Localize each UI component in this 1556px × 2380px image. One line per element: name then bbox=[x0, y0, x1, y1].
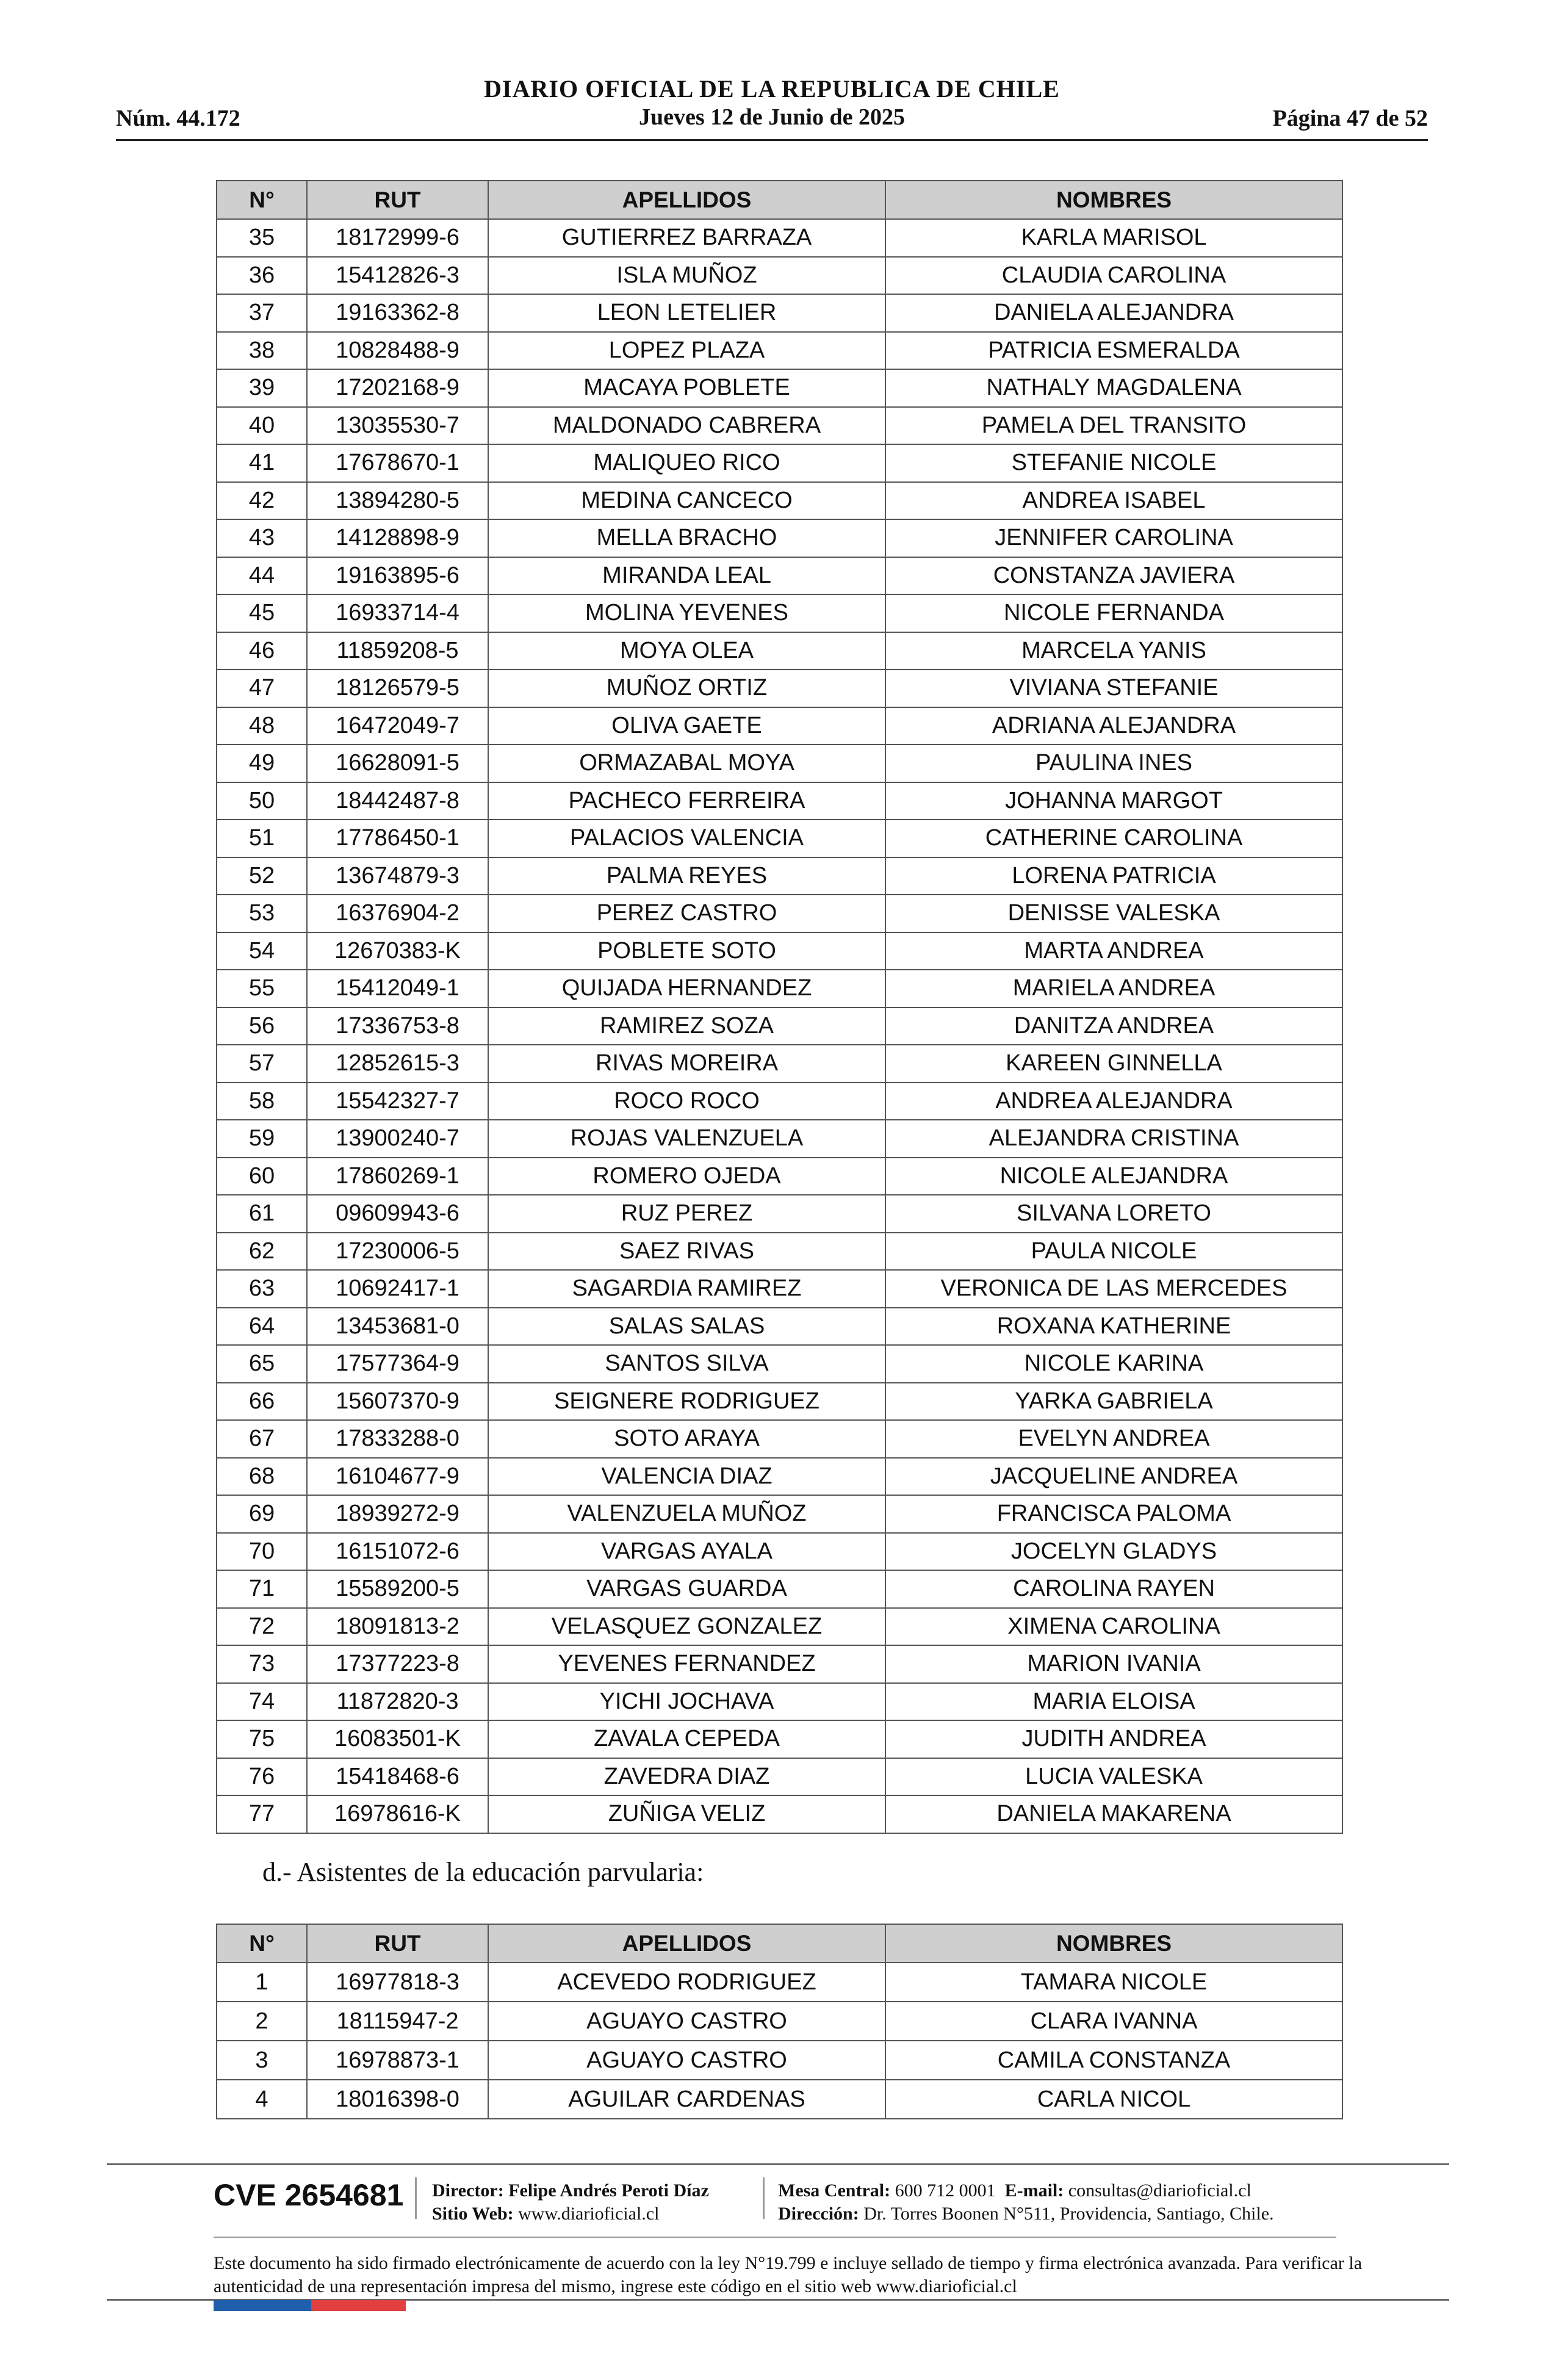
table-row bbox=[217, 1008, 1342, 1045]
table-row bbox=[217, 857, 1342, 895]
director-line bbox=[432, 2179, 709, 2202]
cell-rut: 17577364-9 bbox=[307, 1345, 488, 1383]
cell-names: DANIELA ALEJANDRA bbox=[885, 294, 1342, 332]
cell-number: 37 bbox=[217, 294, 307, 332]
cell-number: 45 bbox=[217, 594, 307, 632]
column-header-number: N° bbox=[217, 181, 307, 219]
cell-surnames: LEON LETELIER bbox=[488, 294, 885, 332]
address-label: Dirección: bbox=[778, 2204, 859, 2224]
cell-number: 75 bbox=[217, 1720, 307, 1758]
cell-number: 2 bbox=[217, 2002, 307, 2041]
cell-names: CAROLINA RAYEN bbox=[885, 1570, 1342, 1608]
cell-surnames: ISLA MUÑOZ bbox=[488, 257, 885, 295]
cell-surnames: GUTIERREZ BARRAZA bbox=[488, 219, 885, 257]
cell-rut: 16151072-6 bbox=[307, 1533, 488, 1571]
table-row bbox=[217, 1570, 1342, 1608]
cell-rut: 16977818-3 bbox=[307, 1963, 488, 2002]
cell-surnames: SALAS SALAS bbox=[488, 1308, 885, 1346]
cell-names: CAMILA CONSTANZA bbox=[885, 2041, 1342, 2080]
cell-number: 53 bbox=[217, 895, 307, 932]
cell-rut: 18115947-2 bbox=[307, 2002, 488, 2041]
cell-surnames: AGUILAR CARDENAS bbox=[488, 2080, 885, 2119]
table-row bbox=[217, 1533, 1342, 1571]
cell-rut: 10828488-9 bbox=[307, 332, 488, 370]
table-row bbox=[217, 1383, 1342, 1421]
cell-surnames: AGUAYO CASTRO bbox=[488, 2041, 885, 2080]
cell-surnames: RUZ PEREZ bbox=[488, 1195, 885, 1233]
website-line bbox=[432, 2202, 709, 2226]
cell-rut: 17230006-5 bbox=[307, 1233, 488, 1271]
table-row bbox=[217, 1645, 1342, 1683]
cell-surnames: ROJAS VALENZUELA bbox=[488, 1120, 885, 1158]
cell-number: 40 bbox=[217, 407, 307, 445]
cell-names: ALEJANDRA CRISTINA bbox=[885, 1120, 1342, 1158]
cell-number: 4 bbox=[217, 2080, 307, 2119]
table-row bbox=[217, 1758, 1342, 1796]
table-header-row bbox=[217, 181, 1342, 219]
cell-number: 62 bbox=[217, 1233, 307, 1271]
cell-names: XIMENA CAROLINA bbox=[885, 1608, 1342, 1646]
cell-names: NICOLE ALEJANDRA bbox=[885, 1158, 1342, 1195]
cell-number: 48 bbox=[217, 707, 307, 745]
cell-names: LUCIA VALESKA bbox=[885, 1758, 1342, 1796]
director-label: Director: bbox=[432, 2180, 504, 2201]
cell-surnames: MALDONADO CABRERA bbox=[488, 407, 885, 445]
cell-rut: 18126579-5 bbox=[307, 669, 488, 707]
column-header-surnames: APELLIDOS bbox=[488, 181, 885, 219]
cell-names: NICOLE KARINA bbox=[885, 1345, 1342, 1383]
table-row bbox=[217, 257, 1342, 295]
cell-number: 58 bbox=[217, 1083, 307, 1120]
cell-rut: 15418468-6 bbox=[307, 1758, 488, 1796]
cell-rut: 13894280-5 bbox=[307, 482, 488, 520]
cell-surnames: ROCO ROCO bbox=[488, 1083, 885, 1120]
cell-rut: 16628091-5 bbox=[307, 745, 488, 782]
cell-rut: 16978873-1 bbox=[307, 2041, 488, 2080]
table-row bbox=[217, 1270, 1342, 1308]
cell-number: 61 bbox=[217, 1195, 307, 1233]
cell-names: PAMELA DEL TRANSITO bbox=[885, 407, 1342, 445]
cell-rut: 12670383-K bbox=[307, 932, 488, 970]
table-row bbox=[217, 1963, 1342, 2002]
address-text: Dr. Torres Boonen N°511, Providencia, Santiago, Chile. bbox=[863, 2204, 1274, 2224]
table-row bbox=[217, 594, 1342, 632]
cell-names: YARKA GABRIELA bbox=[885, 1383, 1342, 1421]
table-row bbox=[217, 1795, 1342, 1833]
table-row bbox=[217, 1045, 1342, 1083]
cell-names: VERONICA DE LAS MERCEDES bbox=[885, 1270, 1342, 1308]
cell-rut: 17786450-1 bbox=[307, 820, 488, 857]
table-row bbox=[217, 1495, 1342, 1533]
cell-names: PATRICIA ESMERALDA bbox=[885, 332, 1342, 370]
table-row bbox=[217, 219, 1342, 257]
cell-number: 36 bbox=[217, 257, 307, 295]
personnel-table bbox=[216, 180, 1343, 1834]
footer-director-block bbox=[432, 2179, 709, 2226]
cell-number: 47 bbox=[217, 669, 307, 707]
cell-rut: 09609943-6 bbox=[307, 1195, 488, 1233]
cell-names: KAREEN GINNELLA bbox=[885, 1045, 1342, 1083]
cell-names: KARLA MARISOL bbox=[885, 219, 1342, 257]
cell-surnames: MACAYA POBLETE bbox=[488, 369, 885, 407]
table-row bbox=[217, 1195, 1342, 1233]
flag-bar-red bbox=[311, 2300, 406, 2311]
cell-number: 41 bbox=[217, 444, 307, 482]
cell-names: LORENA PATRICIA bbox=[885, 857, 1342, 895]
table-row bbox=[217, 895, 1342, 932]
cell-number: 52 bbox=[217, 857, 307, 895]
email-label: E-mail: bbox=[1004, 2180, 1064, 2201]
cell-number: 57 bbox=[217, 1045, 307, 1083]
header-divider bbox=[116, 139, 1428, 141]
cell-number: 77 bbox=[217, 1795, 307, 1833]
cell-rut: 15607370-9 bbox=[307, 1383, 488, 1421]
cell-names: NATHALY MAGDALENA bbox=[885, 369, 1342, 407]
cell-names: JUDITH ANDREA bbox=[885, 1720, 1342, 1758]
table-row bbox=[217, 2080, 1342, 2119]
column-header-names: NOMBRES bbox=[885, 1924, 1342, 1963]
cell-surnames: YEVENES FERNANDEZ bbox=[488, 1645, 885, 1683]
cell-number: 76 bbox=[217, 1758, 307, 1796]
table-row bbox=[217, 1608, 1342, 1646]
cell-surnames: MOYA OLEA bbox=[488, 632, 885, 670]
cell-rut: 16978616-K bbox=[307, 1795, 488, 1833]
cell-rut: 16083501-K bbox=[307, 1720, 488, 1758]
table-row bbox=[217, 782, 1342, 820]
cell-names: JOCELYN GLADYS bbox=[885, 1533, 1342, 1571]
table-row bbox=[217, 369, 1342, 407]
issue-number: Núm. 44.172 bbox=[116, 106, 240, 131]
cell-surnames: ROMERO OJEDA bbox=[488, 1158, 885, 1195]
cell-rut: 10692417-1 bbox=[307, 1270, 488, 1308]
cell-surnames: ZUÑIGA VELIZ bbox=[488, 1795, 885, 1833]
table-row bbox=[217, 1420, 1342, 1458]
table-row bbox=[217, 482, 1342, 520]
cell-number: 70 bbox=[217, 1533, 307, 1571]
cell-surnames: PEREZ CASTRO bbox=[488, 895, 885, 932]
cell-surnames: MUÑOZ ORTIZ bbox=[488, 669, 885, 707]
cell-number: 68 bbox=[217, 1458, 307, 1496]
cell-rut: 11872820-3 bbox=[307, 1683, 488, 1721]
publication-date: Jueves 12 de Junio de 2025 bbox=[639, 104, 905, 130]
cell-names: ANDREA ALEJANDRA bbox=[885, 1083, 1342, 1120]
cell-names: ADRIANA ALEJANDRA bbox=[885, 707, 1342, 745]
cell-number: 65 bbox=[217, 1345, 307, 1383]
column-header-surnames: APELLIDOS bbox=[488, 1924, 885, 1963]
cell-names: PAULINA INES bbox=[885, 745, 1342, 782]
address-line bbox=[778, 2202, 1274, 2226]
table-row bbox=[217, 519, 1342, 557]
cell-number: 73 bbox=[217, 1645, 307, 1683]
cell-number: 46 bbox=[217, 632, 307, 670]
cell-surnames: MOLINA YEVENES bbox=[488, 594, 885, 632]
cell-rut: 17833288-0 bbox=[307, 1420, 488, 1458]
table-row bbox=[217, 2002, 1342, 2041]
cell-number: 50 bbox=[217, 782, 307, 820]
cell-rut: 16472049-7 bbox=[307, 707, 488, 745]
cell-rut: 14128898-9 bbox=[307, 519, 488, 557]
footer-divider bbox=[107, 2163, 1449, 2165]
cell-surnames: VALENCIA DIAZ bbox=[488, 1458, 885, 1496]
cell-surnames: YICHI JOCHAVA bbox=[488, 1683, 885, 1721]
phone-label: Mesa Central: bbox=[778, 2180, 891, 2201]
cell-names: SILVANA LORETO bbox=[885, 1195, 1342, 1233]
footer-contact-block bbox=[778, 2179, 1274, 2226]
cell-number: 69 bbox=[217, 1495, 307, 1533]
cell-number: 55 bbox=[217, 970, 307, 1008]
table-row bbox=[217, 2041, 1342, 2080]
cell-names: JOHANNA MARGOT bbox=[885, 782, 1342, 820]
cell-number: 49 bbox=[217, 745, 307, 782]
cell-surnames: PALMA REYES bbox=[488, 857, 885, 895]
cell-rut: 11859208-5 bbox=[307, 632, 488, 670]
cell-surnames: ZAVALA CEPEDA bbox=[488, 1720, 885, 1758]
cell-surnames: AGUAYO CASTRO bbox=[488, 2002, 885, 2041]
cell-names: ANDREA ISABEL bbox=[885, 482, 1342, 520]
page-number: Página 47 de 52 bbox=[1272, 106, 1428, 131]
cell-number: 3 bbox=[217, 2041, 307, 2080]
cell-rut: 19163895-6 bbox=[307, 557, 488, 595]
cell-rut: 15412049-1 bbox=[307, 970, 488, 1008]
table-row bbox=[217, 707, 1342, 745]
cell-surnames: VARGAS AYALA bbox=[488, 1533, 885, 1571]
cell-rut: 15412826-3 bbox=[307, 257, 488, 295]
cell-names: EVELYN ANDREA bbox=[885, 1420, 1342, 1458]
cell-names: VIVIANA STEFANIE bbox=[885, 669, 1342, 707]
cell-surnames: SANTOS SILVA bbox=[488, 1345, 885, 1383]
cell-rut: 18442487-8 bbox=[307, 782, 488, 820]
cell-number: 66 bbox=[217, 1383, 307, 1421]
website-link[interactable]: www.diarioficial.cl bbox=[518, 2204, 660, 2224]
table-row bbox=[217, 332, 1342, 370]
cell-surnames: MEDINA CANCECO bbox=[488, 482, 885, 520]
cell-surnames: MIRANDA LEAL bbox=[488, 557, 885, 595]
cell-surnames: PACHECO FERREIRA bbox=[488, 782, 885, 820]
legal-notice: Este documento ha sido firmado electrónicamente de acuerdo con la ley N°19.799 e incluye sellado de tiempo y firma electrónica avanzada. Para verificar la autenticidad de una representación impresa del mismo, ingrese este código en el sitio web www.diarioficial.cl bbox=[214, 2253, 1363, 2296]
cell-number: 72 bbox=[217, 1608, 307, 1646]
cell-names: MARIA ELOISA bbox=[885, 1683, 1342, 1721]
cell-names: ROXANA KATHERINE bbox=[885, 1308, 1342, 1346]
cell-names: JENNIFER CAROLINA bbox=[885, 519, 1342, 557]
table-row bbox=[217, 820, 1342, 857]
cell-names: DANITZA ANDREA bbox=[885, 1008, 1342, 1045]
cell-names: CONSTANZA JAVIERA bbox=[885, 557, 1342, 595]
cell-names: CARLA NICOL bbox=[885, 2080, 1342, 2119]
cell-surnames: VELASQUEZ GONZALEZ bbox=[488, 1608, 885, 1646]
cell-rut: 15589200-5 bbox=[307, 1570, 488, 1608]
cell-number: 44 bbox=[217, 557, 307, 595]
table-row bbox=[217, 932, 1342, 970]
cell-number: 74 bbox=[217, 1683, 307, 1721]
footer-separator bbox=[763, 2177, 765, 2219]
cell-surnames: SAEZ RIVAS bbox=[488, 1233, 885, 1271]
cell-surnames: SOTO ARAYA bbox=[488, 1420, 885, 1458]
cell-surnames: ORMAZABAL MOYA bbox=[488, 745, 885, 782]
contact-line bbox=[778, 2179, 1274, 2202]
table-row bbox=[217, 745, 1342, 782]
cell-surnames: ACEVEDO RODRIGUEZ bbox=[488, 1963, 885, 2002]
column-header-names: NOMBRES bbox=[885, 181, 1342, 219]
cell-surnames: RAMIREZ SOZA bbox=[488, 1008, 885, 1045]
cell-names: DENISSE VALESKA bbox=[885, 895, 1342, 932]
cell-rut: 16104677-9 bbox=[307, 1458, 488, 1496]
page-header bbox=[116, 74, 1428, 143]
column-header-rut: RUT bbox=[307, 181, 488, 219]
cell-rut: 13453681-0 bbox=[307, 1308, 488, 1346]
parvularia-table bbox=[216, 1924, 1343, 2119]
cell-names: MARION IVANIA bbox=[885, 1645, 1342, 1683]
cell-names: DANIELA MAKARENA bbox=[885, 1795, 1342, 1833]
cell-number: 59 bbox=[217, 1120, 307, 1158]
cell-rut: 17860269-1 bbox=[307, 1158, 488, 1195]
table-row bbox=[217, 1083, 1342, 1120]
cell-rut: 16376904-2 bbox=[307, 895, 488, 932]
cell-rut: 13035530-7 bbox=[307, 407, 488, 445]
table-row bbox=[217, 632, 1342, 670]
cell-rut: 18172999-6 bbox=[307, 219, 488, 257]
cell-number: 1 bbox=[217, 1963, 307, 2002]
cell-rut: 19163362-8 bbox=[307, 294, 488, 332]
cell-surnames: SAGARDIA RAMIREZ bbox=[488, 1270, 885, 1308]
footer-separator bbox=[415, 2177, 417, 2219]
cell-rut: 13674879-3 bbox=[307, 857, 488, 895]
cell-surnames: OLIVA GAETE bbox=[488, 707, 885, 745]
cell-rut: 17377223-8 bbox=[307, 1645, 488, 1683]
column-header-number: N° bbox=[217, 1924, 307, 1963]
website-label: Sitio Web: bbox=[432, 2204, 514, 2224]
cell-surnames: LOPEZ PLAZA bbox=[488, 332, 885, 370]
cell-rut: 17336753-8 bbox=[307, 1008, 488, 1045]
cell-names: NICOLE FERNANDA bbox=[885, 594, 1342, 632]
cell-names: CLAUDIA CAROLINA bbox=[885, 257, 1342, 295]
director-name: Felipe Andrés Peroti Díaz bbox=[508, 2180, 709, 2201]
cell-rut: 15542327-7 bbox=[307, 1083, 488, 1120]
table-row bbox=[217, 444, 1342, 482]
cell-rut: 16933714-4 bbox=[307, 594, 488, 632]
cell-surnames: MELLA BRACHO bbox=[488, 519, 885, 557]
cell-names: TAMARA NICOLE bbox=[885, 1963, 1342, 2002]
cell-surnames: VALENZUELA MUÑOZ bbox=[488, 1495, 885, 1533]
cell-number: 42 bbox=[217, 482, 307, 520]
cell-rut: 18091813-2 bbox=[307, 1608, 488, 1646]
cell-number: 56 bbox=[217, 1008, 307, 1045]
cell-number: 71 bbox=[217, 1570, 307, 1608]
cell-names: MARTA ANDREA bbox=[885, 932, 1342, 970]
cell-names: STEFANIE NICOLE bbox=[885, 444, 1342, 482]
table-row bbox=[217, 970, 1342, 1008]
cell-number: 63 bbox=[217, 1270, 307, 1308]
table-row bbox=[217, 1120, 1342, 1158]
cell-number: 64 bbox=[217, 1308, 307, 1346]
cell-names: CATHERINE CAROLINA bbox=[885, 820, 1342, 857]
cell-rut: 17202168-9 bbox=[307, 369, 488, 407]
cell-names: MARCELA YANIS bbox=[885, 632, 1342, 670]
cell-surnames: MALIQUEO RICO bbox=[488, 444, 885, 482]
table-row bbox=[217, 1683, 1342, 1721]
cell-rut: 18016398-0 bbox=[307, 2080, 488, 2119]
cell-names: JACQUELINE ANDREA bbox=[885, 1458, 1342, 1496]
cell-rut: 13900240-7 bbox=[307, 1120, 488, 1158]
cell-rut: 18939272-9 bbox=[307, 1495, 488, 1533]
cell-surnames: PALACIOS VALENCIA bbox=[488, 820, 885, 857]
table-row bbox=[217, 1720, 1342, 1758]
cell-names: FRANCISCA PALOMA bbox=[885, 1495, 1342, 1533]
cve-code: CVE 2654681 bbox=[214, 2178, 404, 2212]
cell-number: 35 bbox=[217, 219, 307, 257]
cell-surnames: VARGAS GUARDA bbox=[488, 1570, 885, 1608]
cell-number: 54 bbox=[217, 932, 307, 970]
cell-number: 39 bbox=[217, 369, 307, 407]
cell-number: 67 bbox=[217, 1420, 307, 1458]
table-row bbox=[217, 1458, 1342, 1496]
table-row bbox=[217, 1345, 1342, 1383]
table-header-row bbox=[217, 1924, 1342, 1963]
table-row bbox=[217, 407, 1342, 445]
cell-surnames: SEIGNERE RODRIGUEZ bbox=[488, 1383, 885, 1421]
table-row bbox=[217, 1158, 1342, 1195]
cell-surnames: POBLETE SOTO bbox=[488, 932, 885, 970]
cell-surnames: ZAVEDRA DIAZ bbox=[488, 1758, 885, 1796]
cell-surnames: RIVAS MOREIRA bbox=[488, 1045, 885, 1083]
cell-names: PAULA NICOLE bbox=[885, 1233, 1342, 1271]
cell-surnames: QUIJADA HERNANDEZ bbox=[488, 970, 885, 1008]
publication-title: DIARIO OFICIAL DE LA REPUBLICA DE CHILE bbox=[484, 75, 1060, 103]
cell-rut: 12852615-3 bbox=[307, 1045, 488, 1083]
cell-number: 51 bbox=[217, 820, 307, 857]
table-row bbox=[217, 557, 1342, 595]
cell-number: 43 bbox=[217, 519, 307, 557]
cell-names: CLARA IVANNA bbox=[885, 2002, 1342, 2041]
phone-number: 600 712 0001 bbox=[895, 2180, 996, 2201]
column-header-rut: RUT bbox=[307, 1924, 488, 1963]
table-row bbox=[217, 294, 1342, 332]
cell-names: MARIELA ANDREA bbox=[885, 970, 1342, 1008]
table-row bbox=[217, 1233, 1342, 1271]
table-row bbox=[217, 1308, 1342, 1346]
table-row bbox=[217, 669, 1342, 707]
footer-inner-divider bbox=[214, 2237, 1336, 2238]
cell-number: 38 bbox=[217, 332, 307, 370]
cell-rut: 17678670-1 bbox=[307, 444, 488, 482]
email-link[interactable]: consultas@diarioficial.cl bbox=[1068, 2180, 1252, 2201]
flag-bar-blue bbox=[214, 2300, 311, 2311]
section-heading: d.- Asistentes de la educación parvularia: bbox=[262, 1857, 704, 1887]
cell-number: 60 bbox=[217, 1158, 307, 1195]
